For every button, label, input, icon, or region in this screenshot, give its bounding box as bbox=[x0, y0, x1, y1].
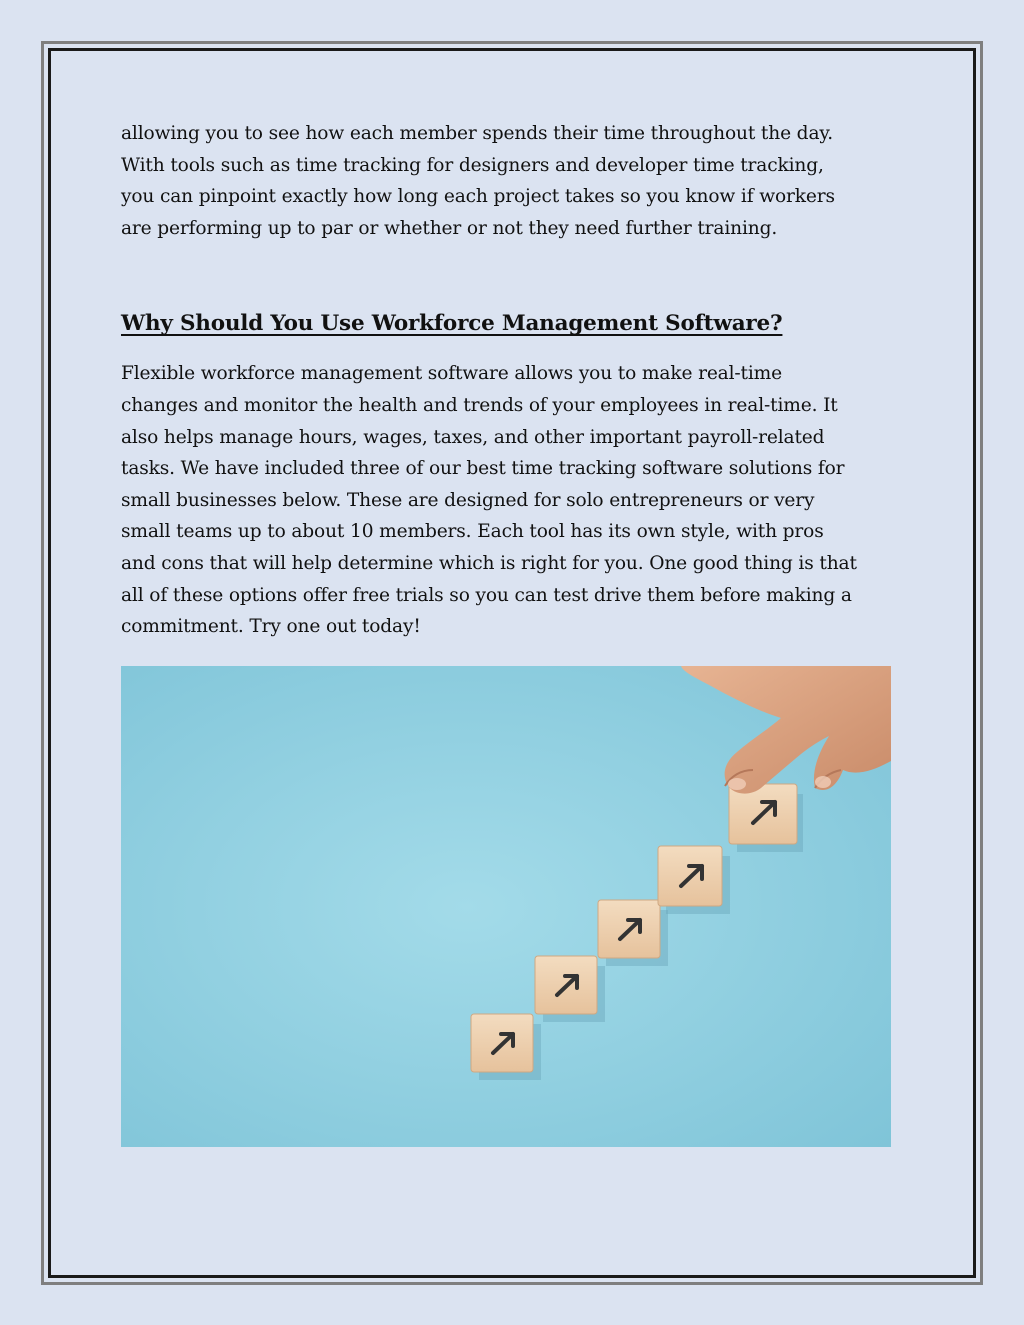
block-3 bbox=[598, 900, 668, 966]
section-line: tasks. We have included three of our best time tracking software solutions for bbox=[121, 458, 845, 480]
section-line: commitment. Try one out today! bbox=[121, 616, 421, 638]
section-line: Flexible workforce management software allows you to make real-time bbox=[121, 363, 782, 385]
intro-paragraph bbox=[121, 118, 911, 244]
intro-line: are performing up to par or whether or not they need further training. bbox=[121, 217, 778, 239]
section-line: changes and monitor the health and trends of your employees in real-time. It bbox=[121, 394, 838, 416]
staircase-blocks-photo bbox=[121, 666, 891, 1147]
section-line: small teams up to about 10 members. Each tool has its own style, with pros bbox=[121, 521, 824, 543]
section-line: small businesses below. These are designed for solo entrepreneurs or very bbox=[121, 489, 815, 511]
section-paragraph bbox=[121, 358, 911, 642]
intro-line: allowing you to see how each member spends their time throughout the day. bbox=[121, 123, 834, 144]
section-line: and cons that will help determine which is right for you. One good thing is that bbox=[121, 552, 857, 574]
block-2 bbox=[535, 956, 605, 1022]
block-1 bbox=[471, 1014, 541, 1080]
section-line: also helps manage hours, wages, taxes, and other important payroll-related bbox=[121, 426, 825, 448]
section-line: all of these options offer free trials so you can test drive them before making a bbox=[121, 584, 852, 606]
block-5 bbox=[729, 784, 803, 852]
intro-line: With tools such as time tracking for designers and developer time tracking, bbox=[121, 154, 824, 176]
block-4 bbox=[658, 846, 730, 914]
photo-illustration bbox=[121, 666, 891, 1147]
section-heading: Why Should You Use Workforce Management Software? bbox=[121, 311, 783, 337]
intro-line: you can pinpoint exactly how long each project takes so you know if workers bbox=[121, 186, 835, 208]
document-body bbox=[121, 118, 911, 643]
